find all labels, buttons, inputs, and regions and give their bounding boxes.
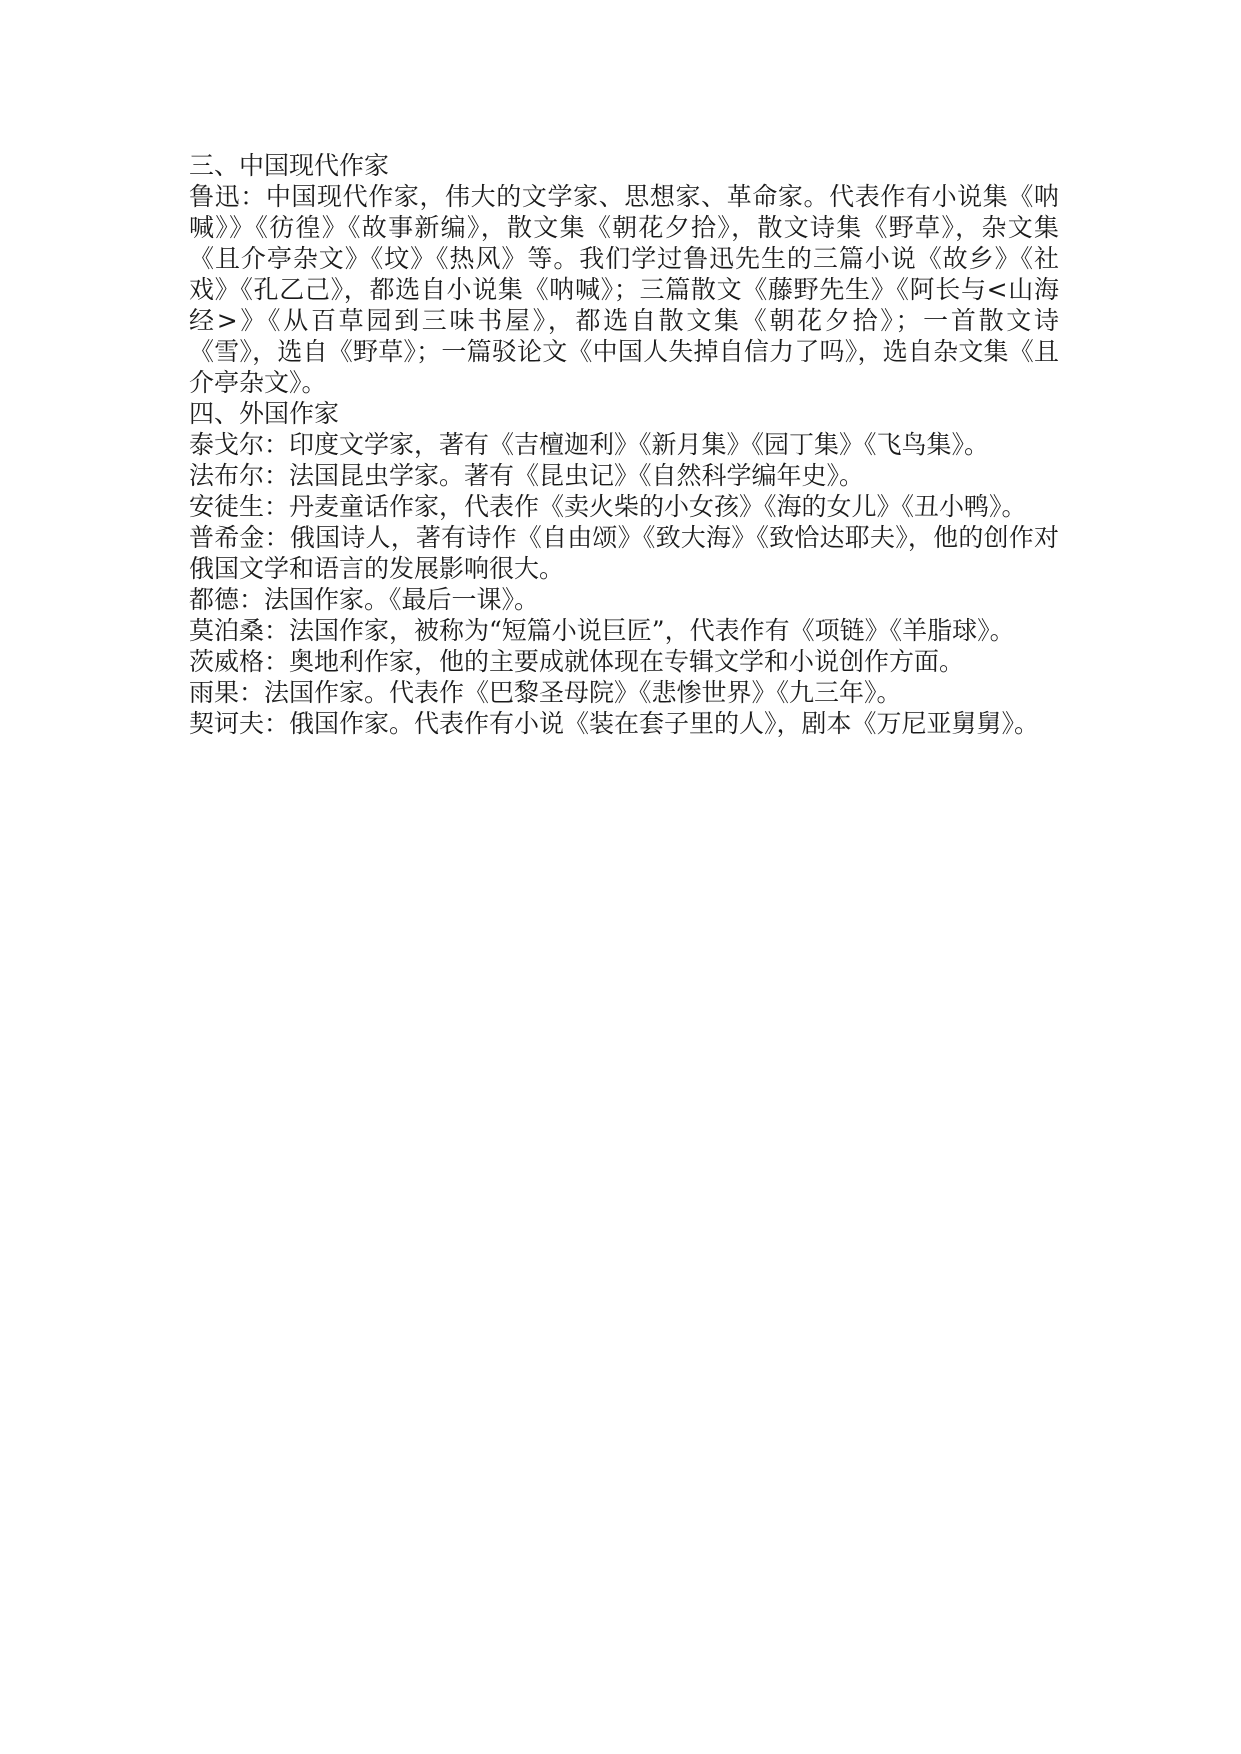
section-heading-foreign-writers: 四、外国作家 (189, 399, 340, 428)
author-entry-chekhov: 契诃夫：俄国作家。代表作有小说《装在套子里的人》，剧本《万尼亚舅舅》。 (189, 709, 1040, 738)
document-body (189, 150, 1059, 739)
author-entry-luxun: 鲁迅：中国现代作家，伟大的文学家、思想家、革命家。代表作有小说集《呐喊》》《彷徨》《故事新编》，散文集《朝花夕拾》，散文诗集《野草》，杂文集《且介亭杂文》《坟》《热风》等。我们学过鲁迅先生的三篇小说《故乡》《社戏》《孔乙己》，都选自小说集《呐喊》；三篇散文《藤野先生》《阿长与<山海经>》《从百草园到三味书屋》，都选自散文集《朝花夕拾》；一首散文诗《雪》，选自《野草》；一篇驳论文《中国人失掉自信力了吗》，选自杂文集《且介亭杂文》。 (189, 182, 1059, 397)
author-entry-hugo: 雨果：法国作家。代表作《巴黎圣母院》《悲惨世界》《九三年》。 (189, 678, 902, 707)
author-entry-daudet: 都德：法国作家。《最后一课》。 (189, 585, 540, 614)
author-entry-tagore: 泰戈尔：印度文学家，著有《吉檀迦利》《新月集》《园丁集》《飞鸟集》。 (189, 430, 990, 459)
author-entry-pushkin: 普希金：俄国诗人，著有诗作《自由颂》《致大海》《致恰达耶夫》，他的创作对俄国文学和语言的发展影响很大。 (189, 523, 1059, 583)
author-entry-maupassant: 莫泊桑：法国作家，被称为“短篇小说巨匠”，代表作有《项链》《羊脂球》。 (189, 616, 1015, 645)
section-heading-modern-chinese-writers: 三、中国现代作家 (189, 151, 390, 180)
author-entry-fabre: 法布尔：法国昆虫学家。著有《昆虫记》《自然科学编年史》。 (189, 461, 865, 490)
author-entry-zweig: 茨威格：奥地利作家，他的主要成就体现在专辑文学和小说创作方面。 (189, 647, 965, 676)
author-entry-andersen: 安徒生：丹麦童话作家，代表作《卖火柴的小女孩》《海的女儿》《丑小鸭》。 (189, 492, 1027, 521)
